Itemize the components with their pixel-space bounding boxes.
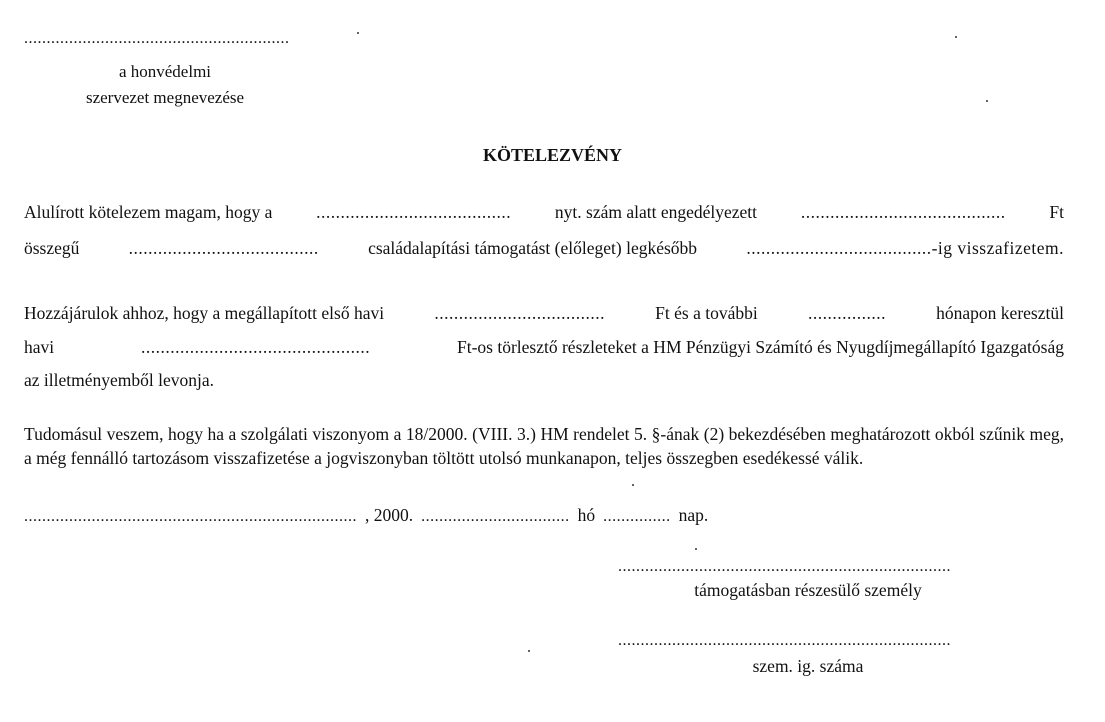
month-field: .................................: [421, 508, 570, 525]
blank-field: ...................................: [434, 303, 605, 323]
text: Alulírott kötelezem magam, hogy a: [24, 202, 273, 222]
org-name-field: ...........................................................: [24, 30, 290, 47]
para2-line3: az illetményemből levonja.: [24, 370, 215, 390]
blank-field: ........................................: [316, 202, 512, 222]
text: Ft és a további: [655, 303, 758, 323]
text: összegű: [24, 238, 80, 258]
text: Ft-os törlesztő részleteket a HM Pénzügyi Számító és Nyugdíjmegállapító Igazgatóság: [456, 337, 1064, 357]
blank-field: ...............................................: [141, 337, 371, 357]
scan-speck: [986, 100, 988, 102]
scan-speck: [357, 32, 359, 34]
blank-field: ......................................-ig visszafizetem.: [746, 238, 1064, 258]
para2-line2: [24, 337, 1064, 358]
blank-field: ................: [807, 303, 886, 323]
place-field: ..........................................................................: [24, 508, 357, 525]
date-line: [24, 505, 708, 526]
blank-field: ..........................................: [800, 202, 1006, 222]
day-field: ...............: [603, 508, 671, 525]
text: havi: [24, 337, 55, 357]
id-number-label: szem. ig. száma: [752, 656, 864, 676]
text: családalapítási támogatást (előleget) legkésőbb: [368, 238, 698, 258]
text: Hozzájárulok ahhoz, hogy a megállapított első havi: [24, 303, 385, 323]
para2-line1: [24, 303, 1064, 324]
org-label-line1: a honvédelmi: [118, 62, 212, 81]
signature-label: támogatásban részesülő személy: [694, 580, 922, 600]
month-label: hó: [577, 505, 596, 525]
text: hónapon keresztül: [936, 303, 1064, 323]
signature-field: ..........................................................................: [618, 558, 951, 575]
blank-field: .......................................: [128, 238, 319, 258]
scan-speck: [528, 650, 530, 652]
para1-line1: [24, 202, 1064, 223]
year-text: , 2000.: [365, 505, 414, 525]
text: Ft: [1049, 202, 1064, 222]
org-label-line2: szervezet megnevezése: [85, 88, 245, 107]
para1-line2: [24, 238, 1064, 259]
scan-speck: [955, 36, 957, 38]
text: nyt. szám alatt engedélyezett: [554, 202, 758, 222]
id-number-field: ..........................................................................: [618, 632, 951, 649]
para3: Tudomásul veszem, hogy ha a szolgálati viszonyom a 18/2000. (VIII. 3.) HM rendelet 5. §-ának (2) bekezdésében meghatározott okból szűnik meg, a még fennálló tartozásom visszafizetése a jogviszonyban töltött utolsó munkanapon, teljes összegben esedékessé válik.: [24, 424, 1064, 468]
document-title: KÖTELEZVÉNY: [482, 145, 623, 165]
scan-speck: [695, 548, 697, 550]
scan-speck: [632, 484, 634, 486]
day-label: nap.: [678, 505, 709, 525]
